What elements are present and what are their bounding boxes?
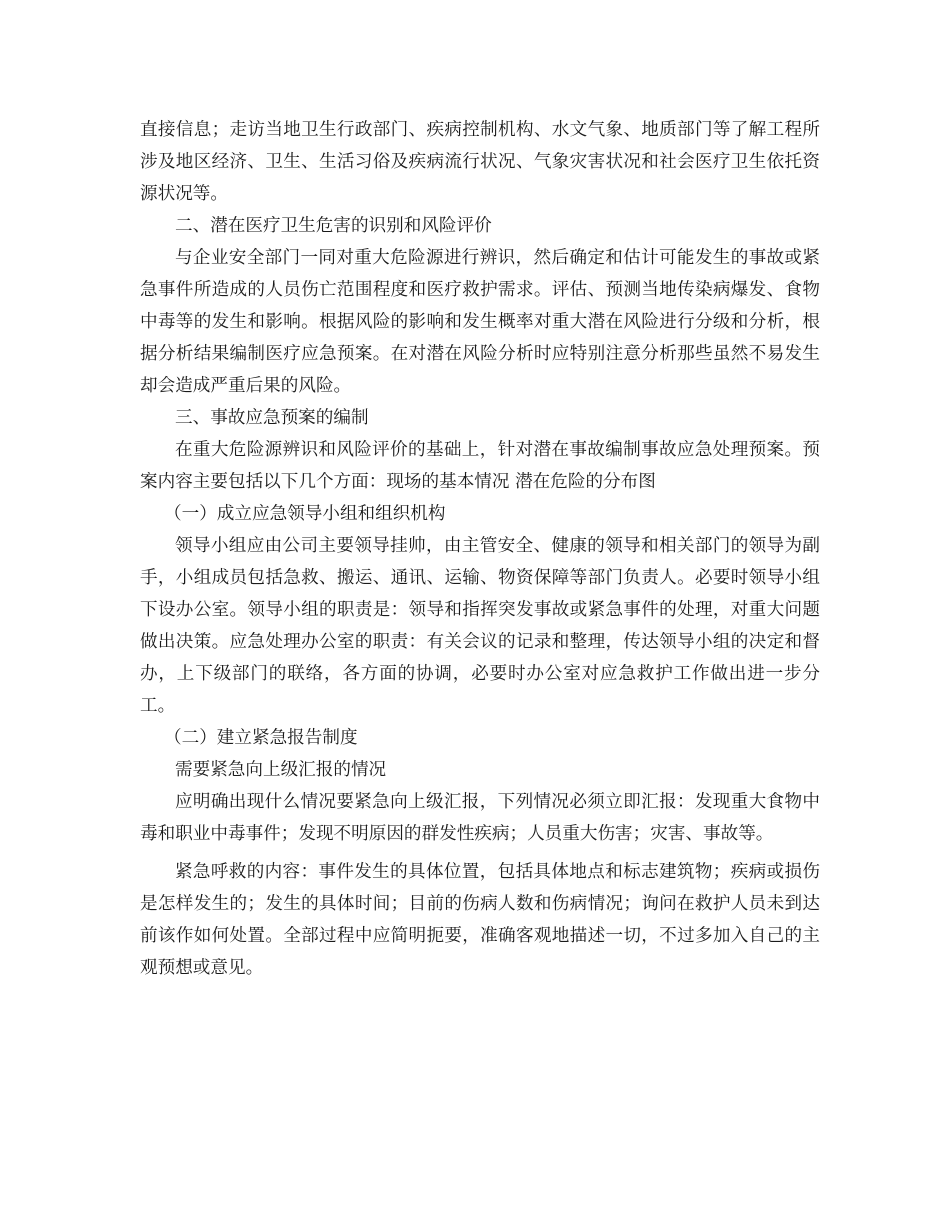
- paragraph-leadership-group: 领导小组应由公司主要领导挂帅，由主管安全、健康的领导和相关部门的领导为副手，小组成员包括急救、搬运、通讯、运输、物资保障等部门负责人。必要时领导小组下设办公室。领导小组的职责是：领导和指挥突发事故或紧急事件的处理，对重大问题做出决策。应急处理办公室的职责：有关会议的记录和整理，传达领导小组的决定和督办，上下级部门的联络，各方面的协调，必要时办公室对应急救护工作做出进一步分工。: [140, 536, 820, 716]
- paragraph-continuation: 直接信息；走访当地卫生行政部门、疾病控制机构、水文气象、地质部门等了解工程所涉及地区经济、卫生、生活习俗及疾病流行状况、气象灾害状况和社会医疗卫生依托资源状况等。: [140, 120, 820, 204]
- section-heading-2: 二、潜在医疗卫生危害的识别和风险评价: [175, 216, 492, 236]
- section-heading-3: 三、事故应急预案的编制: [175, 408, 369, 428]
- paragraph-risk-assessment: 与企业安全部门一同对重大危险源进行辨识，然后确定和估计可能发生的事故或紧急事件所造成的人员伤亡范围程度和医疗救护需求。评估、预测当地传染病爆发、食物中毒等的发生和影响。根据风险的影响和发生概率对重大潜在风险进行分级和分析，根据分析结果编制医疗应急预案。在对潜在风险分析时应特别注意分析那些虽然不易发生却会造成严重后果的风险。: [140, 248, 820, 396]
- paragraph-emergency-call: 紧急呼救的内容：事件发生的具体位置，包括具体地点和标志建筑物；疾病或损伤是怎样发生的；发生的具体时间；目前的伤病人数和伤病情况；询问在救护人员未到达前该作如何处置。全部过程中应简明扼要，准确客观地描述一切，不过多加入自己的主观预想或意见。: [140, 862, 820, 978]
- subsection-heading-1: （一）成立应急领导小组和组织机构: [164, 504, 446, 524]
- paragraph-report-situations: 应明确出现什么情况要紧急向上级汇报，下列情况必须立即汇报：发现重大食物中毒和职业中毒事件；发现不明原因的群发性疾病；人员重大伤害；灾害、事故等。: [140, 792, 820, 844]
- paragraph-report-situations-title: 需要紧急向上级汇报的情况: [175, 760, 387, 780]
- subsection-heading-2: （二）建立紧急报告制度: [164, 728, 358, 748]
- paragraph-plan-intro: 在重大危险源辨识和风险评价的基础上，针对潜在事故编制事故应急处理预案。预案内容主要包括以下几个方面：现场的基本情况 潜在危险的分布图: [140, 440, 820, 492]
- document-body: [140, 114, 820, 984]
